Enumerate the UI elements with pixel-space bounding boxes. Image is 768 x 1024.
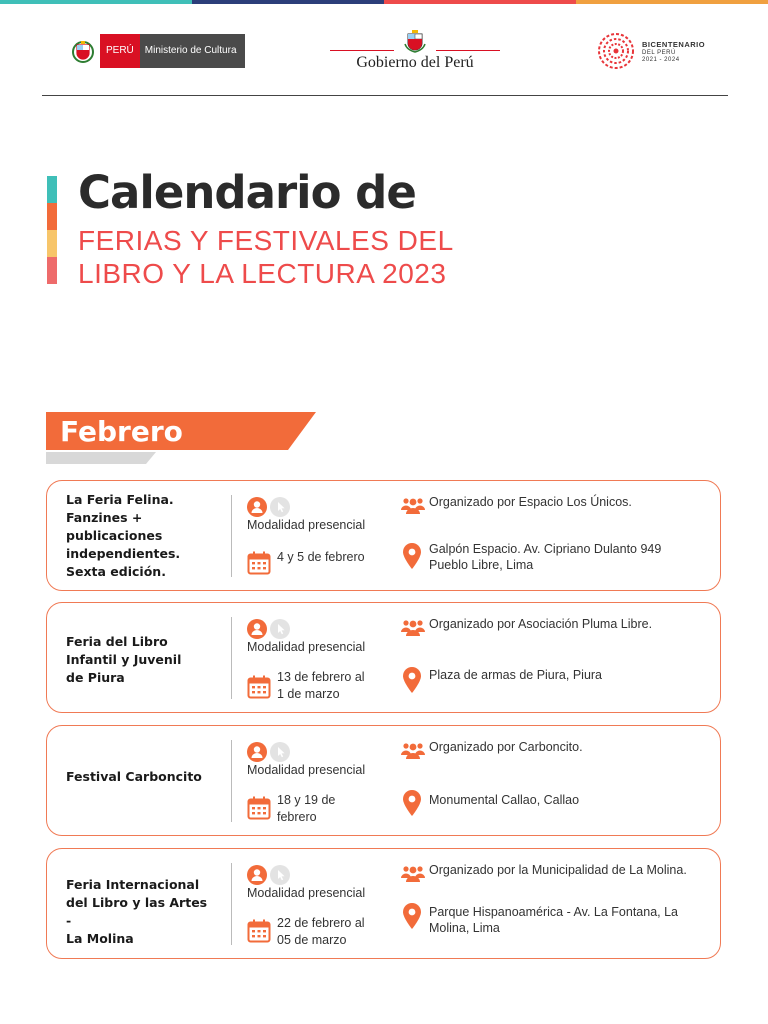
header bbox=[42, 28, 728, 96]
bicentenario-logo bbox=[596, 31, 705, 71]
bicentenario-text bbox=[642, 40, 705, 63]
person-icon bbox=[247, 865, 267, 885]
event-name-line: Infantil y Juvenil bbox=[66, 652, 182, 667]
calendar-icon bbox=[247, 675, 271, 699]
group-icon bbox=[401, 618, 425, 636]
top-bar-segment-orange bbox=[576, 0, 768, 4]
event-card bbox=[46, 725, 721, 836]
event-place-line: Monumental Callao, Callao bbox=[429, 793, 580, 807]
calendar-icon bbox=[247, 796, 271, 820]
event-place-line: Pueblo Libre, Lima bbox=[429, 558, 534, 572]
event-date-line: 13 de febrero al bbox=[277, 670, 365, 684]
pin-icon-wrap bbox=[403, 667, 421, 697]
cursor-icon bbox=[270, 497, 290, 517]
event-card bbox=[46, 848, 721, 959]
event-date-line: 4 y 5 de febrero bbox=[277, 550, 365, 564]
event-mode: Modalidad presencial bbox=[247, 640, 366, 654]
top-color-bar bbox=[0, 0, 768, 4]
title-bar-red bbox=[47, 257, 57, 284]
title-bar-teal bbox=[47, 176, 57, 203]
event-organizer: Organizado por Espacio Los Únicos. bbox=[429, 495, 632, 509]
group-icon bbox=[401, 741, 425, 759]
event-place bbox=[429, 904, 709, 936]
subtitle-line-2: LIBRO Y LA LECTURA 2023 bbox=[78, 258, 447, 289]
title-bar-orange bbox=[47, 203, 57, 230]
calendar-icon-wrap bbox=[247, 675, 271, 703]
location-pin-icon bbox=[403, 903, 421, 929]
event-place-line: Plaza de armas de Piura, Piura bbox=[429, 668, 603, 682]
calendar-icon bbox=[247, 551, 271, 575]
event-name-line: Fanzines + bbox=[66, 510, 143, 525]
page-title: Calendario de bbox=[78, 166, 416, 219]
mode-icons bbox=[247, 742, 293, 762]
group-icon-wrap bbox=[401, 496, 425, 518]
gobierno-label: Gobierno del Perú bbox=[356, 54, 474, 71]
group-icon-wrap bbox=[401, 618, 425, 640]
cursor-icon bbox=[270, 865, 290, 885]
location-pin-icon bbox=[403, 667, 421, 693]
title-bar-yellow bbox=[47, 230, 57, 257]
event-mode: Modalidad presencial bbox=[247, 518, 366, 532]
event-place-line: Parque Hispanoamérica - Av. La Fontana, La bbox=[429, 905, 678, 919]
title-color-bars bbox=[47, 176, 57, 284]
calendar-icon bbox=[247, 919, 271, 943]
event-mode: Modalidad presencial bbox=[247, 763, 366, 777]
event-organizer: Organizado por la Municipalidad de La Molina. bbox=[429, 863, 687, 877]
event-date-line: 1 de marzo bbox=[277, 687, 340, 701]
card-divider bbox=[231, 495, 232, 577]
location-pin-icon bbox=[403, 790, 421, 816]
event-name-line: de Piura bbox=[66, 670, 125, 685]
location-pin-icon bbox=[403, 543, 421, 569]
event-mode: Modalidad presencial bbox=[247, 886, 366, 900]
bicentenario-line2: DEL PERÚ bbox=[642, 49, 676, 56]
event-name bbox=[66, 768, 216, 786]
pin-icon-wrap bbox=[403, 790, 421, 820]
cursor-icon bbox=[270, 742, 290, 762]
group-icon bbox=[401, 864, 425, 882]
calendar-icon-wrap bbox=[247, 796, 271, 824]
card-divider bbox=[231, 740, 232, 822]
calendar-icon-wrap bbox=[247, 551, 271, 579]
coat-of-arms-icon bbox=[70, 38, 96, 64]
person-icon bbox=[247, 497, 267, 517]
event-place bbox=[429, 667, 709, 683]
pin-icon-wrap bbox=[403, 903, 421, 933]
pin-icon-wrap bbox=[403, 543, 421, 573]
card-divider bbox=[231, 617, 232, 699]
event-name bbox=[66, 491, 216, 581]
event-date bbox=[277, 549, 387, 566]
event-name-line: independientes. bbox=[66, 546, 181, 561]
event-name-line: publicaciones bbox=[66, 528, 163, 543]
event-date-line: 18 y 19 de bbox=[277, 793, 336, 807]
card-divider bbox=[231, 863, 232, 945]
mode-icons bbox=[247, 619, 293, 639]
event-name bbox=[66, 876, 216, 948]
top-bar-segment-red bbox=[384, 0, 576, 4]
event-date bbox=[277, 669, 387, 703]
peru-label: PERÚ bbox=[100, 34, 140, 68]
ministry-logo bbox=[70, 34, 245, 68]
top-bar-segment-navy bbox=[192, 0, 384, 4]
cursor-icon bbox=[270, 619, 290, 639]
event-place bbox=[429, 792, 709, 808]
event-place-line: Galpón Espacio. Av. Cipriano Dulanto 949 bbox=[429, 542, 662, 556]
event-name-line: La Feria Felina. bbox=[66, 492, 174, 507]
event-organizer: Organizado por Carboncito. bbox=[429, 740, 583, 754]
event-date-line: febrero bbox=[277, 810, 317, 824]
mode-icons bbox=[247, 865, 293, 885]
event-name-line: La Molina bbox=[66, 931, 134, 946]
person-icon bbox=[247, 742, 267, 762]
gobierno-shield-icon bbox=[403, 30, 427, 54]
bicentenario-line3: 2021 - 2024 bbox=[642, 56, 680, 63]
event-name-line: Sexta edición. bbox=[66, 564, 166, 579]
person-icon bbox=[247, 619, 267, 639]
event-name-line: Feria del Libro bbox=[66, 634, 168, 649]
bicentenario-line1: BICENTENARIO bbox=[642, 39, 706, 49]
event-organizer: Organizado por Asociación Pluma Libre. bbox=[429, 617, 653, 631]
subtitle-line-1: FERIAS Y FESTIVALES DEL bbox=[78, 225, 454, 256]
page-subtitle bbox=[78, 224, 454, 290]
event-date bbox=[277, 915, 387, 949]
bicentenario-sun-icon bbox=[596, 31, 636, 71]
event-date-line: 22 de febrero al bbox=[277, 916, 365, 930]
group-icon bbox=[401, 496, 425, 514]
event-name-line: Festival Carboncito bbox=[66, 769, 202, 784]
group-icon-wrap bbox=[401, 741, 425, 763]
event-name-line: del Libro y las Artes - bbox=[66, 895, 208, 928]
event-place bbox=[429, 541, 709, 573]
event-name-line: Feria Internacional bbox=[66, 877, 200, 892]
group-icon-wrap bbox=[401, 864, 425, 886]
month-label: Febrero bbox=[60, 415, 183, 448]
event-name bbox=[66, 633, 216, 687]
event-card bbox=[46, 480, 721, 591]
top-bar-segment-teal bbox=[0, 0, 192, 4]
gobierno-rule-left bbox=[330, 50, 394, 51]
event-date-line: 05 de marzo bbox=[277, 933, 347, 947]
event-place-line: Molina, Lima bbox=[429, 921, 500, 935]
event-card bbox=[46, 602, 721, 713]
event-date bbox=[277, 792, 387, 826]
ministry-label: Ministerio de Cultura bbox=[140, 34, 245, 68]
gobierno-rule-right bbox=[436, 50, 500, 51]
calendar-icon-wrap bbox=[247, 919, 271, 947]
mode-icons bbox=[247, 497, 293, 517]
